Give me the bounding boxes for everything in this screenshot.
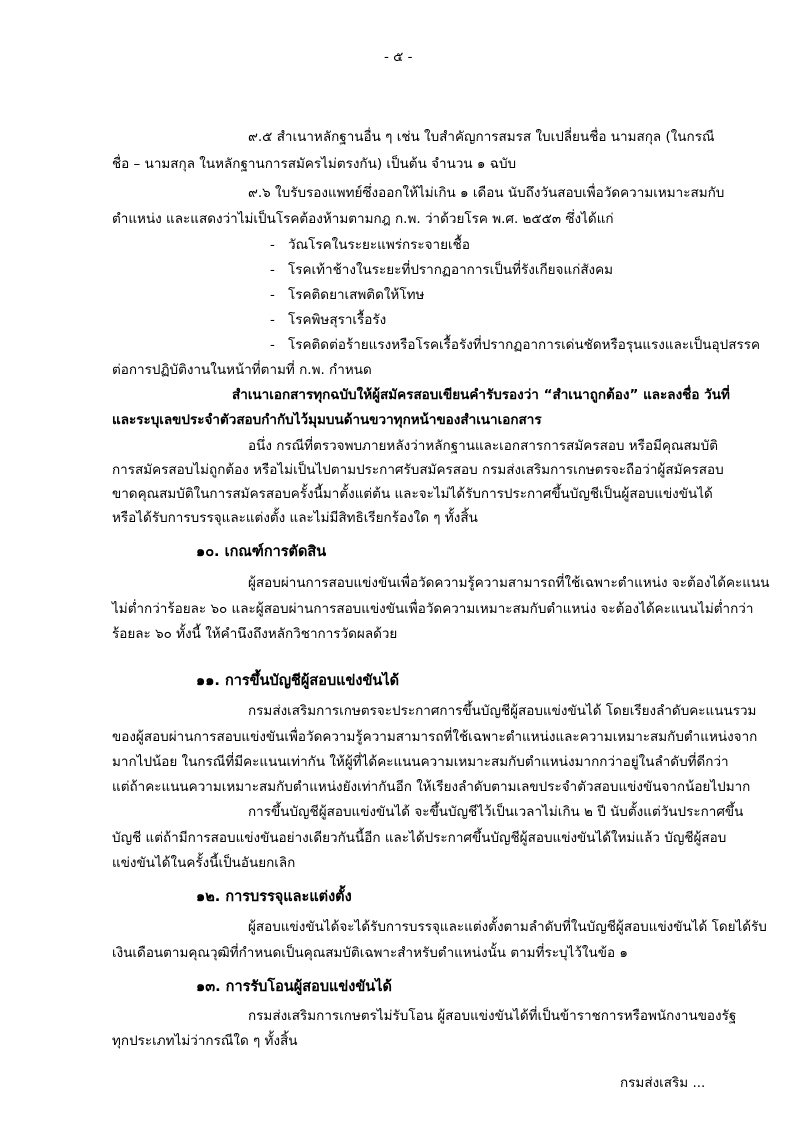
certify-line-1: สำเนาเอกสารทุกฉบับให้ผู้สมัครสอบเขียนคำรับรองว่า “สำเนาถูกต้อง” และลงชื่อ วันที่ bbox=[232, 387, 730, 403]
section-11-line-6: บัญชี แต่ถ้ามีการสอบแข่งขันอย่างเดียวกันนี้อีก และได้ประกาศขึ้นบัญชีผู้สอบแข่งขันได้ใหม่แล้ว บัญชีผู้สอบ bbox=[112, 830, 727, 846]
section-11-line-1: กรมส่งเสริมการเกษตรจะประกาศการขึ้นบัญชีผู้สอบแข่งขันได้ โดยเรียงลำดับคะแนนรวม bbox=[248, 703, 757, 719]
section-11-line-2: ของผู้สอบผ่านการสอบแข่งขันเพื่อวัดความรู้ความสามารถที่ใช้เฉพาะตำแหน่งและความเหมาะสมกับตำแหน่งจาก bbox=[112, 729, 758, 745]
section-11-line-3: มากไปน้อย ในกรณีที่มีคะแนนเท่ากัน ให้ผู้ที่ได้คะแนนความเหมาะสมกับตำแหน่งมากกว่าอยู่ในลำดับที่ดีกว่า bbox=[112, 754, 729, 770]
disease-list-item: - โรคเท้าช้างในระยะที่ปรากฏอาการเป็นที่รังเกียจแก่สังคม bbox=[270, 262, 614, 278]
disease-list-item: - วัณโรคในระยะแพร่กระจายเชื้อ bbox=[270, 237, 470, 253]
disease-list-item: - โรคติดต่อร้ายแรงหรือโรคเรื้อรังที่ปรากฏอาการเด่นชัดหรือรุนแรงและเป็นอุปสรรค bbox=[270, 337, 760, 353]
certify-line-2: และระบุเลขประจำตัวสอบกำกับไว้มุมบนด้านขวาทุกหน้าของสำเนาเอกสาร bbox=[112, 412, 542, 428]
disease-list-item: - โรคติดยาเสพติดให้โทษ bbox=[270, 287, 425, 303]
section-12-line-1: ผู้สอบแข่งขันได้จะได้รับการบรรจุและแต่งตั้งตามลำดับที่ในบัญชีผู้สอบแข่งขันได้ โดยได้รับ bbox=[248, 919, 767, 935]
section-10-heading: ๑๐. เกณฑ์การตัดสิน bbox=[196, 544, 327, 560]
item-9-6-line-2: ตำแหน่ง และแสดงว่าไม่เป็นโรคต้องห้ามตามกฎ ก.พ. ว่าด้วยโรค พ.ศ. ๒๕๕๓ ซึ่งได้แก่ bbox=[112, 211, 614, 227]
section-11-heading: ๑๑. การขึ้นบัญชีผู้สอบแข่งขันได้ bbox=[196, 673, 400, 689]
section-11-line-7: แข่งขันได้ในครั้งนี้เป็นอันยกเลิก bbox=[112, 855, 296, 871]
section-13-line-1: กรมส่งเสริมการเกษตรไม่รับโอน ผู้สอบแข่งขันได้ที่เป็นข้าราชการหรือพนักงานของรัฐ bbox=[248, 1008, 737, 1024]
page-number: - ๕ - bbox=[384, 49, 413, 65]
note-line-3: ขาดคุณสมบัติในการสมัครสอบครั้งนี้มาตั้งแต่ต้น และจะไม่ได้รับการประกาศขึ้นบัญชีเป็นผู้สอบแข่งขันได้ bbox=[112, 486, 713, 502]
disease-list-item: - โรคพิษสุราเรื้อรัง bbox=[270, 312, 387, 328]
section-10-line-3: ร้อยละ ๖๐ ทั้งนี้ ให้คำนึงถึงหลักวิชาการวัดผลด้วย bbox=[112, 626, 398, 642]
continuation-text: กรมส่งเสริม ... bbox=[620, 1075, 706, 1091]
item-9-5-line-1: ๙.๕ สำเนาหลักฐานอื่น ๆ เช่น ใบสำคัญการสมรส ใบเปลี่ยนชื่อ นามสกุล (ในกรณี bbox=[248, 129, 715, 145]
section-10-line-2: ไม่ต่ำกว่าร้อยละ ๖๐ และผู้สอบผ่านการสอบแข่งขันเพื่อวัดความเหมาะสมกับตำแหน่ง จะต้องได้คะแนนไม่ต่ำกว่า bbox=[112, 601, 754, 617]
section-10-line-1: ผู้สอบผ่านการสอบแข่งขันเพื่อวัดความรู้ความสามารถที่ใช้เฉพาะตำแหน่ง จะต้องได้คะแนน bbox=[248, 575, 770, 591]
item-9-5-line-2: ชื่อ – นามสกุล ในหลักฐานการสมัครไม่ตรงกัน) เป็นต้น จำนวน ๑ ฉบับ bbox=[112, 156, 517, 172]
item-9-6-line-1: ๙.๖ ใบรับรองแพทย์ซึ่งออกให้ไม่เกิน ๑ เดือน นับถึงวันสอบเพื่อวัดความเหมาะสมกับ bbox=[248, 185, 725, 201]
note-line-2: การสมัครสอบไม่ถูกต้อง หรือไม่เป็นไปตามประกาศรับสมัครสอบ กรมส่งเสริมการเกษตรจะถือว่าผู้สมัครสอบ bbox=[112, 462, 724, 478]
section-12-heading: ๑๒. การบรรจุและแต่งตั้ง bbox=[196, 889, 352, 905]
note-line-1: อนึ่ง กรณีที่ตรวจพบภายหลังว่าหลักฐานและเอกสารการสมัครสอบ หรือมีคุณสมบัติ bbox=[248, 438, 718, 454]
section-11-line-4: แต่ถ้าคะแนนความเหมาะสมกับตำแหน่งยังเท่ากันอีก ให้เรียงลำดับตามเลขประจำตัวสอบแข่งขันจากน้อยไปมาก bbox=[112, 779, 751, 795]
section-13-line-2: ทุกประเภทไม่ว่ากรณีใด ๆ ทั้งสิ้น bbox=[112, 1033, 298, 1049]
section-13-heading: ๑๓. การรับโอนผู้สอบแข่งขันได้ bbox=[196, 979, 392, 995]
section-12-line-2: เงินเดือนตามคุณวุฒิที่กำหนดเป็นคุณสมบัติเฉพาะสำหรับตำแหน่งนั้น ตามที่ระบุไว้ในข้อ ๑ bbox=[112, 945, 628, 961]
note-line-4: หรือได้รับการบรรจุและแต่งตั้ง และไม่มีสิทธิเรียกร้องใด ๆ ทั้งสิ้น bbox=[112, 510, 478, 526]
section-11-line-5: การขึ้นบัญชีผู้สอบแข่งขันได้ จะขึ้นบัญชีไว้เป็นเวลาไม่เกิน ๒ ปี นับตั้งแต่วันประกาศขึ้น bbox=[248, 804, 744, 820]
item-9-6-line-3: ต่อการปฏิบัติงานในหน้าที่ตามที่ ก.พ. กำหนด bbox=[112, 362, 372, 378]
